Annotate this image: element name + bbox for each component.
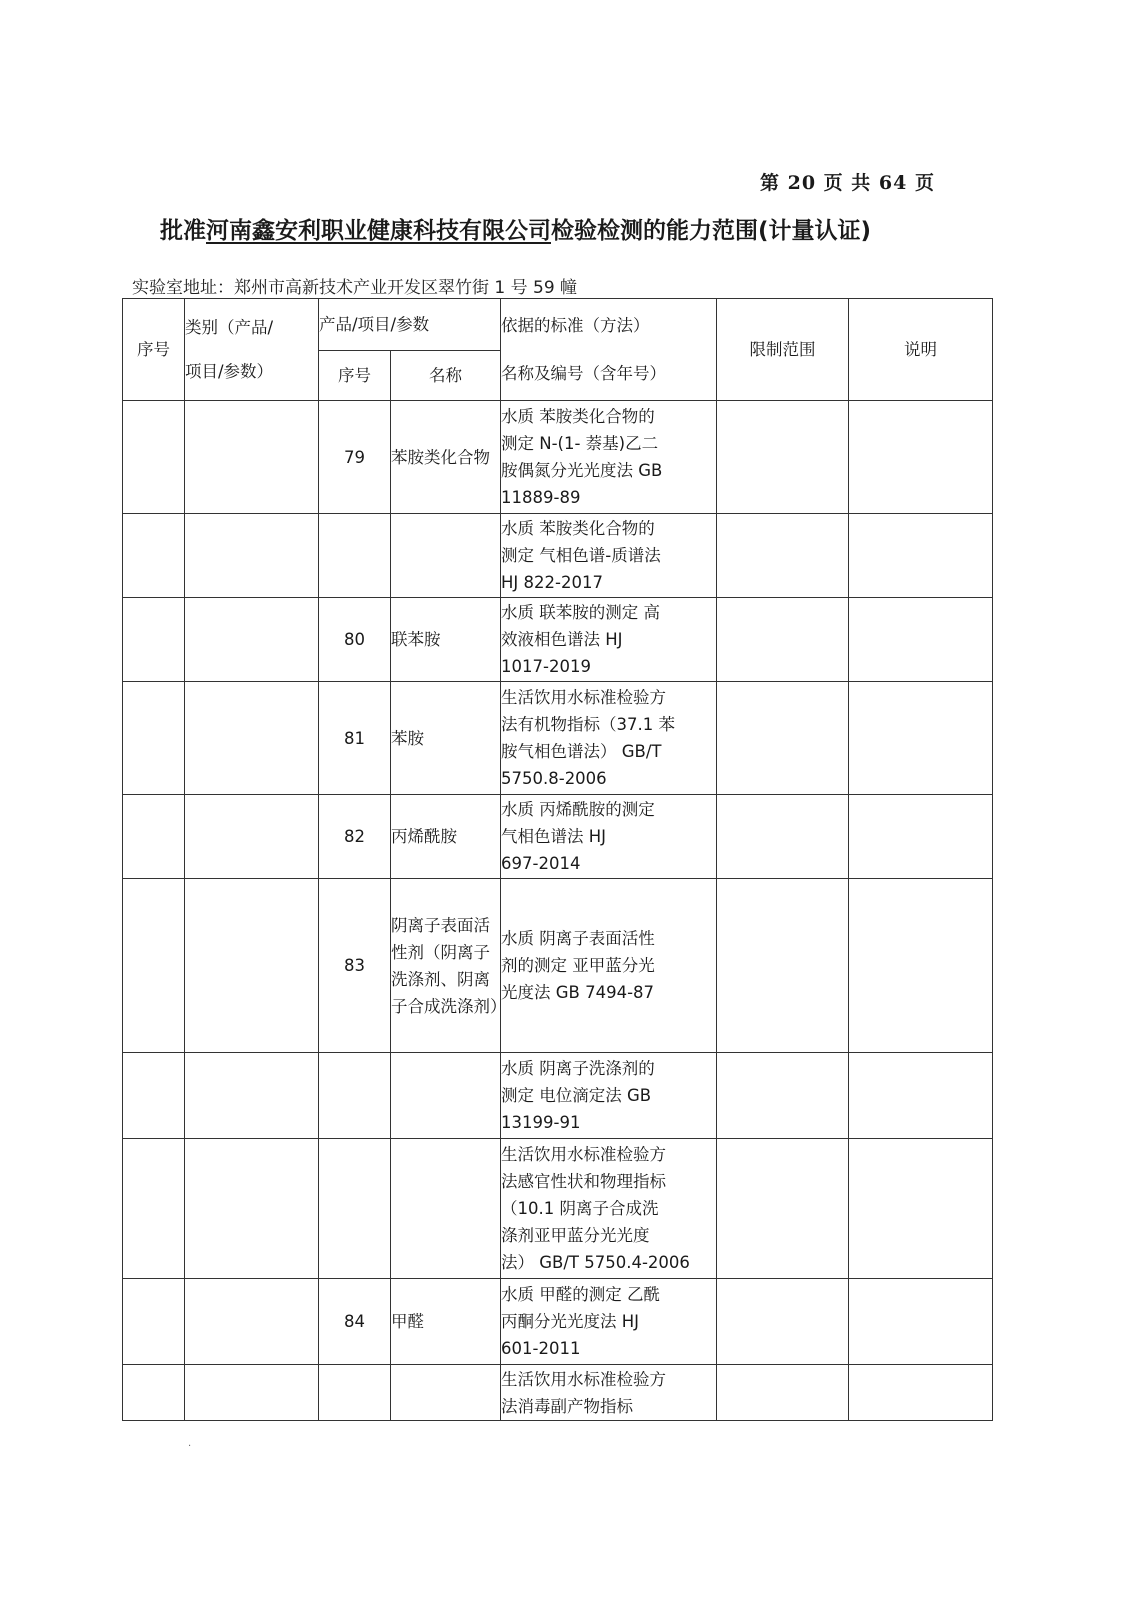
cell-standard <box>501 1053 717 1139</box>
header-category-line1: 类别（产品/ <box>185 317 274 337</box>
cell-limit <box>717 879 849 1053</box>
header-limit: 限制范围 <box>717 299 849 401</box>
cell-limit <box>717 1053 849 1139</box>
cell-product-name: 阴离子表面活性剂（阴离子洗涤剂、阴离子合成洗涤剂） <box>391 879 501 1053</box>
capability-table <box>122 298 993 1421</box>
cell-product-seq <box>319 1053 391 1139</box>
cell-limit <box>717 795 849 879</box>
standard-line: 测定 N-(1- 萘基)乙二 <box>501 434 659 453</box>
standard-line: 测定 电位滴定法 GB <box>501 1086 652 1105</box>
cell-product-name <box>391 1139 501 1279</box>
cell-product-name <box>391 1053 501 1139</box>
table-row <box>123 1279 993 1365</box>
standard-line: （10.1 阴离子合成洗 <box>501 1199 659 1218</box>
cell-limit <box>717 598 849 682</box>
cell-note <box>849 1139 993 1279</box>
cell-standard <box>501 879 717 1053</box>
cell-standard <box>501 1139 717 1279</box>
cell-limit <box>717 682 849 795</box>
table-row <box>123 1139 993 1279</box>
header-category-line2: 项目/参数） <box>185 361 274 381</box>
cell-category <box>185 1053 319 1139</box>
cell-seq <box>123 795 185 879</box>
cell-category <box>185 1139 319 1279</box>
standard-line: 法消毒副产物指标 <box>501 1396 633 1416</box>
header-category <box>185 299 319 401</box>
cell-product-name <box>391 1365 501 1421</box>
cell-note <box>849 1365 993 1421</box>
standard-line: 水质 阴离子洗涤剂的 <box>501 1059 655 1078</box>
table-row <box>123 682 993 795</box>
standard-line: 水质 联苯胺的测定 高 <box>501 603 660 622</box>
standard-line: 法） GB/T 5750.4-2006 <box>501 1253 690 1272</box>
cell-product-name: 甲醛 <box>391 1279 501 1365</box>
standard-line: 效液相色谱法 HJ <box>501 630 623 649</box>
title-company: 河南鑫安利职业健康科技有限公司 <box>206 218 551 244</box>
header-standard-line2: 名称及编号（含年号） <box>501 363 666 383</box>
standard-line: 光度法 GB 7494-87 <box>501 983 655 1002</box>
standard-line: 水质 阴离子表面活性 <box>501 929 655 948</box>
standard-line: 涤剂亚甲蓝分光光度 <box>501 1226 650 1245</box>
cell-seq <box>123 514 185 598</box>
standard-line: 1017-2019 <box>501 657 591 676</box>
cell-category <box>185 598 319 682</box>
standard-line: 5750.8-2006 <box>501 769 607 788</box>
standard-line: 气相色谱法 HJ <box>501 827 607 846</box>
cell-note <box>849 1053 993 1139</box>
cell-category <box>185 514 319 598</box>
cell-seq <box>123 682 185 795</box>
cell-category <box>185 682 319 795</box>
title-suffix: 检验检测的能力范围(计量认证) <box>551 218 872 244</box>
cell-note <box>849 879 993 1053</box>
scan-dot: · <box>188 1441 192 1452</box>
standard-line: 生活饮用水标准检验方 <box>501 688 666 707</box>
cell-note <box>849 401 993 514</box>
cell-product-name: 苯胺 <box>391 682 501 795</box>
cell-seq <box>123 1365 185 1421</box>
cell-seq <box>123 401 185 514</box>
standard-line: 丙酮分光光度法 HJ <box>501 1312 640 1331</box>
cell-product-seq: 82 <box>319 795 391 879</box>
title-prefix: 批准 <box>160 218 206 244</box>
table-row <box>123 879 993 1053</box>
page-number: 第 20 页 共 64 页 <box>760 172 935 194</box>
standard-line: 水质 丙烯酰胺的测定 <box>501 800 655 819</box>
standard-line: 生活饮用水标准检验方 <box>501 1369 666 1389</box>
standard-line: 水质 甲醛的测定 乙酰 <box>501 1285 660 1304</box>
standard-line: 胺偶氮分光光度法 GB <box>501 461 663 480</box>
cell-category <box>185 1279 319 1365</box>
table-row <box>123 795 993 879</box>
standard-line: 13199-91 <box>501 1113 581 1132</box>
cell-note <box>849 682 993 795</box>
header-standard <box>501 299 717 401</box>
standard-line: 水质 苯胺类化合物的 <box>501 519 655 538</box>
cell-product-seq: 83 <box>319 879 391 1053</box>
table-header <box>123 299 993 401</box>
table-body <box>123 401 993 1421</box>
standard-line: HJ 822-2017 <box>501 573 603 592</box>
lab-address: 实验室地址：郑州市高新技术产业开发区翠竹街 1 号 59 幢 <box>132 278 578 298</box>
cell-product-seq: 79 <box>319 401 391 514</box>
cell-product-seq <box>319 1139 391 1279</box>
header-product-name: 名称 <box>391 351 501 401</box>
standard-line: 法感官性状和物理指标 <box>501 1172 666 1191</box>
cell-product-name <box>391 514 501 598</box>
cell-product-seq: 84 <box>319 1279 391 1365</box>
cell-product-name: 苯胺类化合物 <box>391 401 501 514</box>
standard-line: 水质 苯胺类化合物的 <box>501 407 655 426</box>
cell-note <box>849 598 993 682</box>
header-product-seq: 序号 <box>319 351 391 401</box>
cell-seq <box>123 1279 185 1365</box>
cell-product-seq <box>319 514 391 598</box>
document-title <box>160 212 990 245</box>
standard-line: 697-2014 <box>501 854 581 873</box>
header-standard-line1: 依据的标准（方法） <box>501 315 650 335</box>
header-seq: 序号 <box>123 299 185 401</box>
standard-line: 11889-89 <box>501 488 581 507</box>
cell-category <box>185 879 319 1053</box>
cell-seq <box>123 879 185 1053</box>
cell-note <box>849 1279 993 1365</box>
standard-line: 法有机物指标（37.1 苯 <box>501 715 675 734</box>
cell-seq <box>123 598 185 682</box>
cell-standard <box>501 514 717 598</box>
table-row <box>123 598 993 682</box>
cell-standard <box>501 682 717 795</box>
table-row <box>123 401 993 514</box>
cell-seq <box>123 1053 185 1139</box>
cell-standard <box>501 401 717 514</box>
cell-limit <box>717 1279 849 1365</box>
standard-line: 601-2011 <box>501 1339 581 1358</box>
cell-limit <box>717 1139 849 1279</box>
cell-seq <box>123 1139 185 1279</box>
cell-limit <box>717 401 849 514</box>
cell-product-name: 丙烯酰胺 <box>391 795 501 879</box>
table-row <box>123 1365 993 1421</box>
cell-standard <box>501 1279 717 1365</box>
header-note: 说明 <box>849 299 993 401</box>
header-product-group: 产品/项目/参数 <box>319 299 501 351</box>
cell-standard <box>501 795 717 879</box>
cell-product-seq: 81 <box>319 682 391 795</box>
cell-product-name: 联苯胺 <box>391 598 501 682</box>
cell-limit <box>717 514 849 598</box>
cell-standard <box>501 1365 717 1421</box>
cell-limit <box>717 1365 849 1421</box>
cell-category <box>185 1365 319 1421</box>
table-row <box>123 1053 993 1139</box>
cell-standard <box>501 598 717 682</box>
cell-note <box>849 795 993 879</box>
table-row <box>123 514 993 598</box>
cell-product-seq: 80 <box>319 598 391 682</box>
standard-line: 生活饮用水标准检验方 <box>501 1145 666 1164</box>
standard-line: 胺气相色谱法） GB/T <box>501 742 662 761</box>
cell-note <box>849 514 993 598</box>
standard-line: 测定 气相色谱-质谱法 <box>501 546 661 565</box>
standard-line: 剂的测定 亚甲蓝分光 <box>501 956 655 975</box>
cell-product-seq <box>319 1365 391 1421</box>
cell-category <box>185 401 319 514</box>
cell-category <box>185 795 319 879</box>
